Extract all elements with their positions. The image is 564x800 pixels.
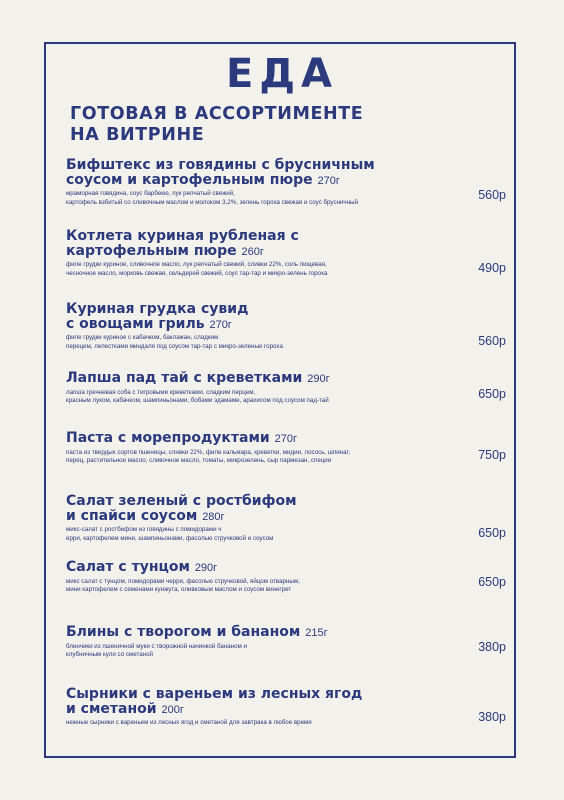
menu-item bbox=[66, 625, 510, 660]
menu-item-weight: 200г bbox=[161, 703, 184, 716]
menu-item-name: Салат с тунцом 290г bbox=[66, 559, 218, 575]
menu-item-price: 650р bbox=[478, 575, 506, 589]
menu-item-name: Лапша пад тай с креветками 290г bbox=[66, 370, 330, 386]
menu-item bbox=[66, 431, 510, 466]
menu-item-price: 490р bbox=[478, 261, 506, 275]
menu-item-price: 750р bbox=[478, 448, 506, 462]
menu-item-price: 560р bbox=[478, 334, 506, 348]
menu-item-weight: 270г bbox=[209, 318, 232, 331]
menu-item bbox=[66, 158, 510, 207]
menu-item bbox=[66, 560, 510, 595]
menu-item-price: 380р bbox=[478, 710, 506, 724]
menu-item-weight: 270г bbox=[274, 433, 297, 445]
menu-item bbox=[66, 494, 510, 543]
menu-item bbox=[66, 371, 510, 406]
menu-item bbox=[66, 302, 510, 351]
menu-item-name: Бифштекс из говядины с брусничным соусом и картофельным пюре 270г bbox=[66, 157, 375, 188]
menu-item-description: микс-салат с ростбифом из говядины с помидорами ч ерри, картофелем мини, шампиньонами, фасолью стручковой и соусом bbox=[66, 526, 274, 542]
page-title: ЕДА bbox=[226, 51, 338, 97]
menu-item-price: 650р bbox=[478, 526, 506, 540]
page-subtitle bbox=[70, 104, 430, 146]
menu-item bbox=[66, 229, 510, 278]
menu-item-weight: 260г bbox=[241, 245, 264, 258]
menu-item-description: микс салат с тунцом, помидорами черри, фасолью стручковой, яйцом отварным, мини картофелем с семенами кунжута, оливковым маслом и соусом винегрет bbox=[66, 577, 300, 593]
subtitle-line: НА ВИТРИНЕ bbox=[70, 125, 205, 145]
menu-item-description: блинчики из пшеничной муки с творожной начинкой бананом и клубничным кули со сметаной bbox=[66, 642, 248, 658]
menu-item-description: паста из твердых сортов пшеницы, сливки 22%, филе кальмара, креветки, мидии, лосось, шпинат, перец, растительное масло, сливочное масло, томаты, микрозелень, сыр пармезан, специи bbox=[66, 448, 351, 464]
menu-item-description: филе грудки куриное с кабачком, баклажан, сладким перецем, лепестками миндаля под соусом тар-тар с микро-зеленью гороха bbox=[66, 334, 283, 350]
menu-item-description: лапша гречневая соба с тигровыми креветками, сладким перцем, красным луком, кабачком, шампиньонами, бобами эдамаме, арахисом под соусом пад-тай bbox=[66, 388, 329, 404]
menu-item-name: Сырники с вареньем из лесных ягод и сметаной 200г bbox=[66, 686, 363, 717]
menu-item bbox=[66, 687, 510, 728]
menu-item-weight: 290г bbox=[307, 373, 330, 385]
menu-item-name: Куриная грудка сувид с овощами гриль 270г bbox=[66, 301, 249, 332]
menu-item-weight: 280г bbox=[202, 510, 225, 523]
menu-item-price: 560р bbox=[478, 188, 506, 202]
menu-item-name: Салат зеленый с ростбифом и спайси соусом 280г bbox=[66, 493, 297, 524]
menu-item-name: Паста с морепродуктами 270г bbox=[66, 430, 297, 446]
menu-item-price: 380р bbox=[478, 640, 506, 654]
menu-item-name: Блины с творогом и бананом 215г bbox=[66, 624, 328, 640]
menu-item-weight: 290г bbox=[194, 562, 218, 574]
menu-item-name: Котлета куриная рубленая с картофельным пюре 260г bbox=[66, 228, 299, 259]
menu-item-price: 650р bbox=[478, 387, 506, 401]
menu-item-description: нежные сырники с вареньем из лесных ягод и сметаной для завтрака в любое время bbox=[66, 719, 312, 726]
menu-item-weight: 215г bbox=[305, 627, 328, 639]
menu-item-description: филе грудки куриное, сливочное масло, лук репчатый свежий, сливки 22%, соль пищевая, чесночное масло, морковь свежая, сельдерей свежий, соус тар-тар и микро-зелень гороха bbox=[66, 261, 328, 277]
menu-item-description: мраморная говядина, соус барбекю, лук репчатый свежий, картофель взбитый со сливочным маслом и молоком 3,2%, зелень гороха свежая и соус брусничный bbox=[66, 190, 358, 206]
subtitle-line: ГОТОВАЯ В АССОРТИМЕНТЕ bbox=[70, 104, 364, 124]
menu-item-weight: 270г bbox=[317, 174, 340, 187]
